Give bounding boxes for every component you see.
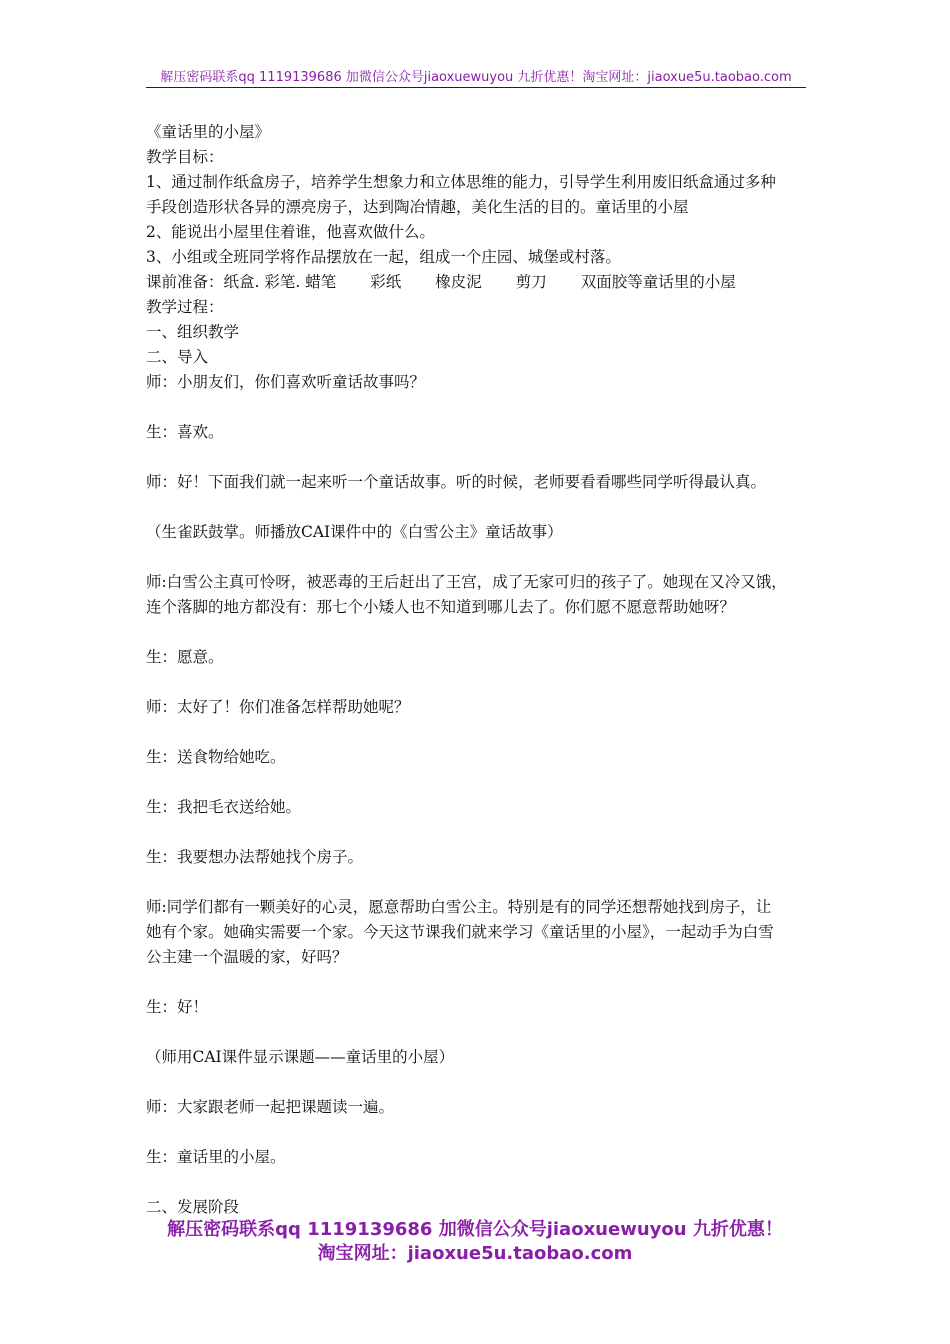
preparation-line (146, 270, 818, 295)
prep-item: 彩纸 (370, 273, 402, 291)
step-develop: 二、发展阶段 (146, 1198, 240, 1216)
dialog-line: 师：大家跟老师一起把课题读一遍。 (146, 1098, 395, 1116)
prep-item: 剪刀 (515, 273, 547, 291)
dialog-line: 生：送食物给她吃。 (146, 748, 286, 766)
paragraph-help-line-3: 公主建一个温暖的家，好吗？ (146, 948, 348, 966)
dialog-line: 生：愿意。 (146, 648, 224, 666)
page-header-watermark: 解压密码联系qq 1119139686 加微信公众号jiaoxuewuyou 九折优惠！淘宝网址：jiaoxue5u.taobao.com (146, 66, 806, 88)
dialog-line: 生：喜欢。 (146, 423, 224, 441)
step-intro: 二、导入 (146, 348, 209, 366)
dialog-line: 师：小朋友们，你们喜欢听童话故事吗？ (146, 373, 426, 391)
dialog-line: 生：好！ (146, 998, 209, 1016)
paragraph-help-line-2: 她有个家。她确实需要一个家。今天这节课我们就来学习《童话里的小屋》，一起动手为白雪 (146, 923, 774, 941)
stage-direction: （师用CAI课件显示课题——童话里的小屋） (146, 1048, 455, 1066)
footer-line-1: 解压密码联系qq 1119139686 加微信公众号jiaoxuewuyou 九折优惠！ (167, 1219, 783, 1240)
dialog-line: 生：童话里的小屋。 (146, 1148, 286, 1166)
dialog-line: 生：我把毛衣送给她。 (146, 798, 302, 816)
dialog-line: 师：好！下面我们就一起来听一个童话故事。听的时候，老师要看看哪些同学听得最认真。 (146, 473, 767, 491)
process-heading: 教学过程： (146, 298, 224, 316)
stage-direction: （生雀跃鼓掌。师播放CAI课件中的《白雪公主》童话故事） (146, 523, 563, 541)
goals-heading: 教学目标： (146, 148, 224, 166)
document-body (146, 120, 818, 1220)
prep-item: 双面胶等童话里的小屋 (580, 273, 736, 291)
goal-2: 2、能说出小屋里住着谁，他喜欢做什么。 (146, 223, 435, 241)
page-footer-watermark (0, 1218, 950, 1266)
footer-line-2: 淘宝网址：jiaoxue5u.taobao.com (317, 1243, 633, 1264)
step-organize: 一、组织教学 (146, 323, 240, 341)
goal-1-line-2: 手段创造形状各异的漂亮房子，达到陶冶情趣，美化生活的目的。童话里的小屋 (146, 198, 689, 216)
paragraph-snow-white-line-2: 连个落脚的地方都没有：那七个小矮人也不知道到哪儿去了。你们愿不愿意帮助她呀？ (146, 598, 736, 616)
paragraph-help-line-1: 师:同学们都有一颗美好的心灵，愿意帮助白雪公主。特别是有的同学还想帮她找到房子，让 (146, 898, 772, 916)
document-title: 《童话里的小屋》 (146, 123, 271, 141)
goal-3: 3、小组或全班同学将作品摆放在一起，组成一个庄园、城堡或村落。 (146, 248, 621, 266)
prep-label: 课前准备：纸盒. 彩笔. 蜡笔 (146, 273, 337, 291)
dialog-line: 生：我要想办法帮她找个房子。 (146, 848, 364, 866)
paragraph-snow-white-line-1: 师:白雪公主真可怜呀，被恶毒的王后赶出了王宫，成了无家可归的孩子了。她现在又冷又饿， (146, 573, 787, 591)
dialog-line: 师：太好了！你们准备怎样帮助她呢？ (146, 698, 410, 716)
goal-1-line-1: 1、通过制作纸盒房子，培养学生想象力和立体思维的能力，引导学生利用废旧纸盒通过多种 (146, 173, 776, 191)
prep-item: 橡皮泥 (435, 273, 482, 291)
